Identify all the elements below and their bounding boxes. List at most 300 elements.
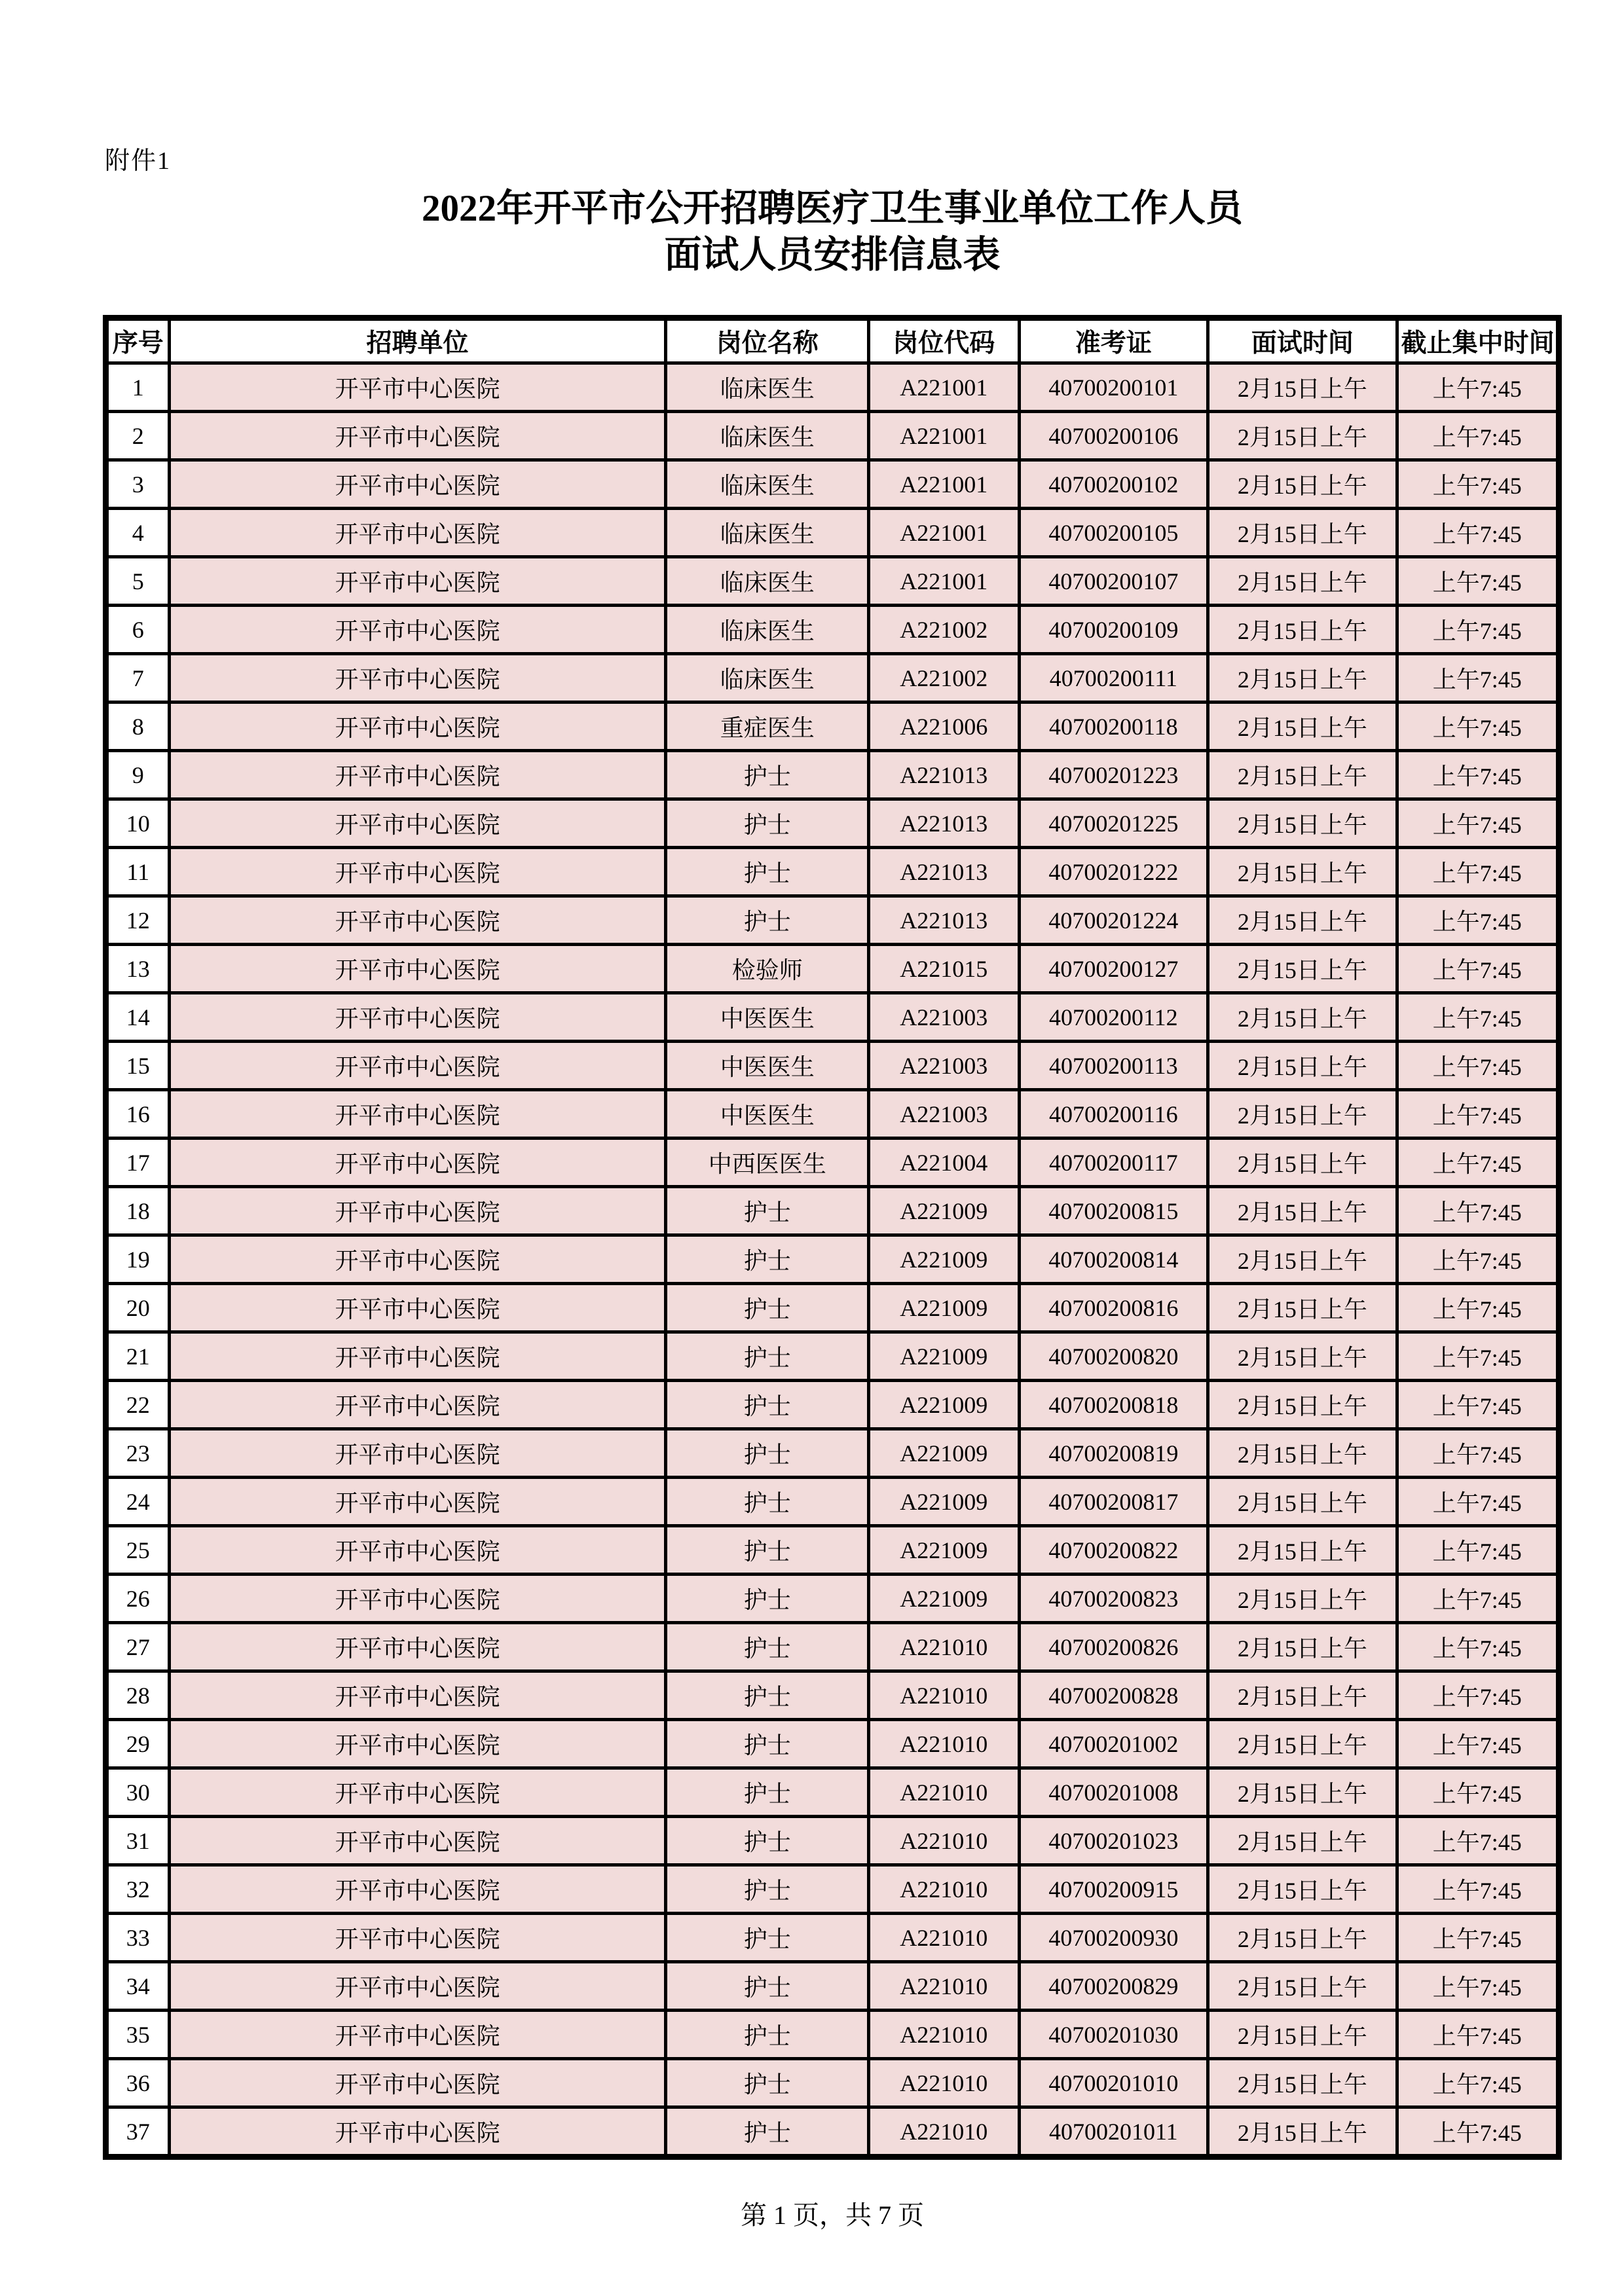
cell-post: 护士: [666, 1429, 869, 1478]
cell-ticket: 40700200826: [1019, 1623, 1208, 1671]
cell-deadline: 上午7:45: [1397, 1478, 1559, 1526]
cell-deadline: 上午7:45: [1397, 1429, 1559, 1478]
cell-ticket: 40700200822: [1019, 1526, 1208, 1575]
cell-no: 34: [106, 1962, 170, 2011]
cell-code: A221013: [868, 799, 1019, 848]
table-row: [106, 1914, 1559, 1962]
cell-time: 2月15日上午: [1208, 1526, 1397, 1575]
cell-no: 36: [106, 2059, 170, 2107]
cell-code: A221009: [868, 1235, 1019, 1284]
cell-deadline: 上午7:45: [1397, 412, 1559, 460]
cell-deadline: 上午7:45: [1397, 1139, 1559, 1187]
cell-deadline: 上午7:45: [1397, 1090, 1559, 1139]
table-row: [106, 1332, 1559, 1381]
cell-ticket: 40700201010: [1019, 2059, 1208, 2107]
cell-no: 27: [106, 1623, 170, 1671]
cell-time: 2月15日上午: [1208, 1817, 1397, 1865]
cell-post: 临床医生: [666, 412, 869, 460]
cell-unit: 开平市中心医院: [169, 1187, 666, 1235]
attachment-label: 附件1: [105, 147, 172, 175]
column-header-post: 岗位名称: [666, 318, 869, 363]
cell-ticket: 40700200106: [1019, 412, 1208, 460]
cell-deadline: 上午7:45: [1397, 848, 1559, 896]
cell-code: A221015: [868, 945, 1019, 993]
cell-time: 2月15日上午: [1208, 1478, 1397, 1526]
schedule-table: [103, 315, 1562, 2160]
cell-time: 2月15日上午: [1208, 654, 1397, 702]
table-row: [106, 1623, 1559, 1671]
cell-unit: 开平市中心医院: [169, 1768, 666, 1817]
cell-deadline: 上午7:45: [1397, 606, 1559, 654]
cell-post: 临床医生: [666, 363, 869, 412]
cell-no: 12: [106, 896, 170, 945]
cell-post: 护士: [666, 848, 869, 896]
cell-post: 护士: [666, 1914, 869, 1962]
table-row: [106, 2059, 1559, 2107]
cell-no: 14: [106, 993, 170, 1042]
cell-deadline: 上午7:45: [1397, 557, 1559, 606]
cell-code: A221009: [868, 1575, 1019, 1623]
cell-code: A221010: [868, 1623, 1019, 1671]
cell-ticket: 40700201011: [1019, 2107, 1208, 2157]
cell-post: 临床医生: [666, 654, 869, 702]
cell-deadline: 上午7:45: [1397, 1526, 1559, 1575]
cell-time: 2月15日上午: [1208, 1332, 1397, 1381]
cell-code: A221009: [868, 1332, 1019, 1381]
cell-no: 30: [106, 1768, 170, 1817]
table-row: [106, 1235, 1559, 1284]
cell-unit: 开平市中心医院: [169, 1090, 666, 1139]
cell-unit: 开平市中心医院: [169, 1817, 666, 1865]
cell-ticket: 40700200111: [1019, 654, 1208, 702]
cell-time: 2月15日上午: [1208, 1139, 1397, 1187]
table-row: [106, 1720, 1559, 1768]
cell-post: 中医医生: [666, 1090, 869, 1139]
cell-unit: 开平市中心医院: [169, 945, 666, 993]
cell-post: 中医医生: [666, 1042, 869, 1090]
cell-ticket: 40700200127: [1019, 945, 1208, 993]
cell-post: 护士: [666, 1284, 869, 1332]
table-row: [106, 2107, 1559, 2157]
cell-post: 护士: [666, 1962, 869, 2011]
cell-unit: 开平市中心医院: [169, 1623, 666, 1671]
cell-post: 护士: [666, 1865, 869, 1914]
cell-ticket: 40700200117: [1019, 1139, 1208, 1187]
table-row: [106, 993, 1559, 1042]
cell-deadline: 上午7:45: [1397, 1284, 1559, 1332]
cell-time: 2月15日上午: [1208, 702, 1397, 751]
cell-deadline: 上午7:45: [1397, 1235, 1559, 1284]
cell-code: A221010: [868, 1914, 1019, 1962]
cell-unit: 开平市中心医院: [169, 1720, 666, 1768]
cell-unit: 开平市中心医院: [169, 1381, 666, 1429]
table-row: [106, 896, 1559, 945]
cell-time: 2月15日上午: [1208, 2107, 1397, 2157]
cell-deadline: 上午7:45: [1397, 509, 1559, 557]
cell-deadline: 上午7:45: [1397, 363, 1559, 412]
table-row: [106, 1478, 1559, 1526]
table-row: [106, 751, 1559, 799]
cell-ticket: 40700200915: [1019, 1865, 1208, 1914]
document-title: [103, 185, 1562, 278]
table-row: [106, 1671, 1559, 1720]
cell-unit: 开平市中心医院: [169, 460, 666, 509]
cell-code: A221009: [868, 1381, 1019, 1429]
cell-deadline: 上午7:45: [1397, 1187, 1559, 1235]
table-row: [106, 509, 1559, 557]
cell-time: 2月15日上午: [1208, 2011, 1397, 2059]
cell-post: 临床医生: [666, 606, 869, 654]
cell-no: 35: [106, 2011, 170, 2059]
cell-no: 17: [106, 1139, 170, 1187]
cell-no: 4: [106, 509, 170, 557]
cell-no: 13: [106, 945, 170, 993]
cell-post: 护士: [666, 1332, 869, 1381]
cell-code: A221002: [868, 606, 1019, 654]
cell-post: 护士: [666, 799, 869, 848]
cell-no: 5: [106, 557, 170, 606]
cell-code: A221001: [868, 363, 1019, 412]
cell-deadline: 上午7:45: [1397, 460, 1559, 509]
cell-no: 15: [106, 1042, 170, 1090]
cell-ticket: 40700200823: [1019, 1575, 1208, 1623]
cell-code: A221013: [868, 751, 1019, 799]
cell-unit: 开平市中心医院: [169, 1526, 666, 1575]
cell-ticket: 40700200818: [1019, 1381, 1208, 1429]
cell-no: 26: [106, 1575, 170, 1623]
cell-ticket: 40700200930: [1019, 1914, 1208, 1962]
cell-deadline: 上午7:45: [1397, 1817, 1559, 1865]
cell-post: 护士: [666, 1623, 869, 1671]
cell-no: 21: [106, 1332, 170, 1381]
cell-time: 2月15日上午: [1208, 1914, 1397, 1962]
cell-post: 护士: [666, 751, 869, 799]
cell-deadline: 上午7:45: [1397, 751, 1559, 799]
cell-deadline: 上午7:45: [1397, 2107, 1559, 2157]
cell-post: 临床医生: [666, 509, 869, 557]
cell-no: 33: [106, 1914, 170, 1962]
cell-time: 2月15日上午: [1208, 1768, 1397, 1817]
cell-unit: 开平市中心医院: [169, 654, 666, 702]
cell-ticket: 40700200107: [1019, 557, 1208, 606]
cell-deadline: 上午7:45: [1397, 1623, 1559, 1671]
cell-time: 2月15日上午: [1208, 363, 1397, 412]
cell-ticket: 40700201223: [1019, 751, 1208, 799]
cell-post: 护士: [666, 1575, 869, 1623]
cell-code: A221003: [868, 1090, 1019, 1139]
table-row: [106, 1865, 1559, 1914]
cell-deadline: 上午7:45: [1397, 896, 1559, 945]
cell-unit: 开平市中心医院: [169, 2107, 666, 2157]
cell-time: 2月15日上午: [1208, 945, 1397, 993]
cell-code: A221013: [868, 848, 1019, 896]
cell-code: A221009: [868, 1526, 1019, 1575]
cell-post: 护士: [666, 1817, 869, 1865]
cell-unit: 开平市中心医院: [169, 702, 666, 751]
table-row: [106, 1817, 1559, 1865]
column-header-ticket: 准考证: [1019, 318, 1208, 363]
cell-unit: 开平市中心医院: [169, 1139, 666, 1187]
table-row: [106, 1090, 1559, 1139]
cell-ticket: 40700201008: [1019, 1768, 1208, 1817]
cell-code: A221003: [868, 993, 1019, 1042]
cell-unit: 开平市中心医院: [169, 2011, 666, 2059]
cell-time: 2月15日上午: [1208, 1090, 1397, 1139]
cell-post: 检验师: [666, 945, 869, 993]
cell-deadline: 上午7:45: [1397, 702, 1559, 751]
column-header-no: 序号: [106, 318, 170, 363]
cell-post: 护士: [666, 2059, 869, 2107]
table-row: [106, 799, 1559, 848]
cell-deadline: 上午7:45: [1397, 1671, 1559, 1720]
table-row: [106, 848, 1559, 896]
cell-time: 2月15日上午: [1208, 1720, 1397, 1768]
cell-code: A221009: [868, 1478, 1019, 1526]
cell-time: 2月15日上午: [1208, 1865, 1397, 1914]
cell-ticket: 40700201002: [1019, 1720, 1208, 1768]
cell-deadline: 上午7:45: [1397, 1768, 1559, 1817]
cell-post: 临床医生: [666, 460, 869, 509]
cell-unit: 开平市中心医院: [169, 799, 666, 848]
cell-deadline: 上午7:45: [1397, 945, 1559, 993]
table-row: [106, 1526, 1559, 1575]
cell-code: A221010: [868, 1768, 1019, 1817]
cell-ticket: 40700201030: [1019, 2011, 1208, 2059]
cell-ticket: 40700200817: [1019, 1478, 1208, 1526]
table-row: [106, 1187, 1559, 1235]
table-row: [106, 1042, 1559, 1090]
cell-code: A221009: [868, 1284, 1019, 1332]
cell-time: 2月15日上午: [1208, 799, 1397, 848]
cell-code: A221003: [868, 1042, 1019, 1090]
cell-code: A221001: [868, 412, 1019, 460]
cell-post: 护士: [666, 1671, 869, 1720]
cell-no: 29: [106, 1720, 170, 1768]
cell-ticket: 40700200116: [1019, 1090, 1208, 1139]
cell-ticket: 40700201023: [1019, 1817, 1208, 1865]
cell-unit: 开平市中心医院: [169, 1914, 666, 1962]
cell-ticket: 40700200112: [1019, 993, 1208, 1042]
table-row: [106, 1139, 1559, 1187]
cell-unit: 开平市中心医院: [169, 557, 666, 606]
cell-unit: 开平市中心医院: [169, 848, 666, 896]
cell-post: 护士: [666, 1720, 869, 1768]
table-row: [106, 412, 1559, 460]
column-header-unit: 招聘单位: [169, 318, 666, 363]
cell-deadline: 上午7:45: [1397, 654, 1559, 702]
table-row: [106, 1962, 1559, 2011]
cell-unit: 开平市中心医院: [169, 751, 666, 799]
cell-post: 护士: [666, 1381, 869, 1429]
cell-ticket: 40700200814: [1019, 1235, 1208, 1284]
table-row: [106, 654, 1559, 702]
cell-time: 2月15日上午: [1208, 1623, 1397, 1671]
cell-code: A221001: [868, 557, 1019, 606]
cell-ticket: 40700200819: [1019, 1429, 1208, 1478]
cell-code: A221010: [868, 2059, 1019, 2107]
cell-no: 6: [106, 606, 170, 654]
table-row: [106, 1575, 1559, 1623]
cell-time: 2月15日上午: [1208, 751, 1397, 799]
cell-deadline: 上午7:45: [1397, 1042, 1559, 1090]
cell-ticket: 40700200101: [1019, 363, 1208, 412]
cell-no: 16: [106, 1090, 170, 1139]
cell-deadline: 上午7:45: [1397, 2011, 1559, 2059]
cell-post: 重症医生: [666, 702, 869, 751]
cell-time: 2月15日上午: [1208, 460, 1397, 509]
table-row: [106, 557, 1559, 606]
title-line-2: 面试人员安排信息表: [664, 234, 1001, 276]
cell-ticket: 40700200829: [1019, 1962, 1208, 2011]
cell-ticket: 40700201225: [1019, 799, 1208, 848]
cell-time: 2月15日上午: [1208, 993, 1397, 1042]
cell-no: 9: [106, 751, 170, 799]
cell-time: 2月15日上午: [1208, 1575, 1397, 1623]
column-header-deadline: 截止集中时间: [1397, 318, 1559, 363]
cell-time: 2月15日上午: [1208, 1235, 1397, 1284]
table-row: [106, 1768, 1559, 1817]
cell-unit: 开平市中心医院: [169, 896, 666, 945]
table-row: [106, 1284, 1559, 1332]
table-row: [106, 460, 1559, 509]
cell-code: A221001: [868, 460, 1019, 509]
cell-time: 2月15日上午: [1208, 509, 1397, 557]
cell-unit: 开平市中心医院: [169, 1284, 666, 1332]
cell-post: 护士: [666, 1187, 869, 1235]
cell-no: 25: [106, 1526, 170, 1575]
cell-code: A221006: [868, 702, 1019, 751]
cell-no: 11: [106, 848, 170, 896]
cell-deadline: 上午7:45: [1397, 1575, 1559, 1623]
cell-no: 20: [106, 1284, 170, 1332]
cell-ticket: 40700201224: [1019, 896, 1208, 945]
cell-ticket: 40700200105: [1019, 509, 1208, 557]
cell-post: 临床医生: [666, 557, 869, 606]
cell-deadline: 上午7:45: [1397, 799, 1559, 848]
cell-code: A221009: [868, 1429, 1019, 1478]
cell-ticket: 40700200102: [1019, 460, 1208, 509]
cell-time: 2月15日上午: [1208, 1187, 1397, 1235]
table-row: [106, 2011, 1559, 2059]
cell-unit: 开平市中心医院: [169, 2059, 666, 2107]
cell-deadline: 上午7:45: [1397, 993, 1559, 1042]
table-row: [106, 606, 1559, 654]
cell-time: 2月15日上午: [1208, 848, 1397, 896]
cell-ticket: 40700200113: [1019, 1042, 1208, 1090]
cell-time: 2月15日上午: [1208, 1042, 1397, 1090]
cell-code: A221010: [868, 1865, 1019, 1914]
cell-time: 2月15日上午: [1208, 1429, 1397, 1478]
cell-no: 31: [106, 1817, 170, 1865]
cell-post: 护士: [666, 1526, 869, 1575]
cell-code: A221010: [868, 1817, 1019, 1865]
cell-unit: 开平市中心医院: [169, 993, 666, 1042]
cell-no: 8: [106, 702, 170, 751]
cell-time: 2月15日上午: [1208, 606, 1397, 654]
cell-ticket: 40700200118: [1019, 702, 1208, 751]
cell-deadline: 上午7:45: [1397, 1865, 1559, 1914]
cell-deadline: 上午7:45: [1397, 1720, 1559, 1768]
cell-unit: 开平市中心医院: [169, 1332, 666, 1381]
table-header: [106, 318, 1559, 363]
cell-post: 中西医医生: [666, 1139, 869, 1187]
cell-time: 2月15日上午: [1208, 1671, 1397, 1720]
table-row: [106, 363, 1559, 412]
cell-time: 2月15日上午: [1208, 1962, 1397, 2011]
cell-post: 护士: [666, 2107, 869, 2157]
cell-unit: 开平市中心医院: [169, 1865, 666, 1914]
cell-time: 2月15日上午: [1208, 557, 1397, 606]
cell-unit: 开平市中心医院: [169, 1671, 666, 1720]
table-row: [106, 1381, 1559, 1429]
cell-unit: 开平市中心医院: [169, 1429, 666, 1478]
cell-time: 2月15日上午: [1208, 1284, 1397, 1332]
cell-no: 18: [106, 1187, 170, 1235]
page-number-footer: 第 1 页，共 7 页: [741, 2200, 924, 2230]
cell-no: 7: [106, 654, 170, 702]
cell-no: 32: [106, 1865, 170, 1914]
table-row: [106, 1429, 1559, 1478]
cell-deadline: 上午7:45: [1397, 2059, 1559, 2107]
cell-code: A221010: [868, 1671, 1019, 1720]
cell-no: 2: [106, 412, 170, 460]
table-header-row: [106, 318, 1559, 363]
cell-ticket: 40700200820: [1019, 1332, 1208, 1381]
cell-code: A221001: [868, 509, 1019, 557]
cell-ticket: 40700200816: [1019, 1284, 1208, 1332]
column-header-code: 岗位代码: [868, 318, 1019, 363]
cell-post: 护士: [666, 1768, 869, 1817]
cell-time: 2月15日上午: [1208, 2059, 1397, 2107]
table-row: [106, 945, 1559, 993]
cell-no: 28: [106, 1671, 170, 1720]
title-line-1: 2022年开平市公开招聘医疗卫生事业单位工作人员: [422, 188, 1243, 229]
cell-post: 护士: [666, 1235, 869, 1284]
cell-unit: 开平市中心医院: [169, 1575, 666, 1623]
cell-ticket: 40700200815: [1019, 1187, 1208, 1235]
cell-post: 中医医生: [666, 993, 869, 1042]
cell-time: 2月15日上午: [1208, 1381, 1397, 1429]
cell-unit: 开平市中心医院: [169, 1235, 666, 1284]
cell-unit: 开平市中心医院: [169, 606, 666, 654]
cell-code: A221010: [868, 2011, 1019, 2059]
cell-code: A221010: [868, 1962, 1019, 2011]
cell-code: A221004: [868, 1139, 1019, 1187]
cell-code: A221010: [868, 1720, 1019, 1768]
cell-no: 3: [106, 460, 170, 509]
cell-post: 护士: [666, 896, 869, 945]
cell-code: A221002: [868, 654, 1019, 702]
cell-unit: 开平市中心医院: [169, 1042, 666, 1090]
cell-code: A221009: [868, 1187, 1019, 1235]
cell-time: 2月15日上午: [1208, 896, 1397, 945]
cell-deadline: 上午7:45: [1397, 1381, 1559, 1429]
cell-unit: 开平市中心医院: [169, 412, 666, 460]
cell-unit: 开平市中心医院: [169, 509, 666, 557]
cell-post: 护士: [666, 1478, 869, 1526]
cell-time: 2月15日上午: [1208, 412, 1397, 460]
cell-unit: 开平市中心医院: [169, 363, 666, 412]
table-row: [106, 702, 1559, 751]
cell-code: A221010: [868, 2107, 1019, 2157]
cell-no: 1: [106, 363, 170, 412]
cell-unit: 开平市中心医院: [169, 1962, 666, 2011]
cell-unit: 开平市中心医院: [169, 1478, 666, 1526]
cell-ticket: 40700200109: [1019, 606, 1208, 654]
cell-no: 24: [106, 1478, 170, 1526]
column-header-time: 面试时间: [1208, 318, 1397, 363]
cell-no: 23: [106, 1429, 170, 1478]
